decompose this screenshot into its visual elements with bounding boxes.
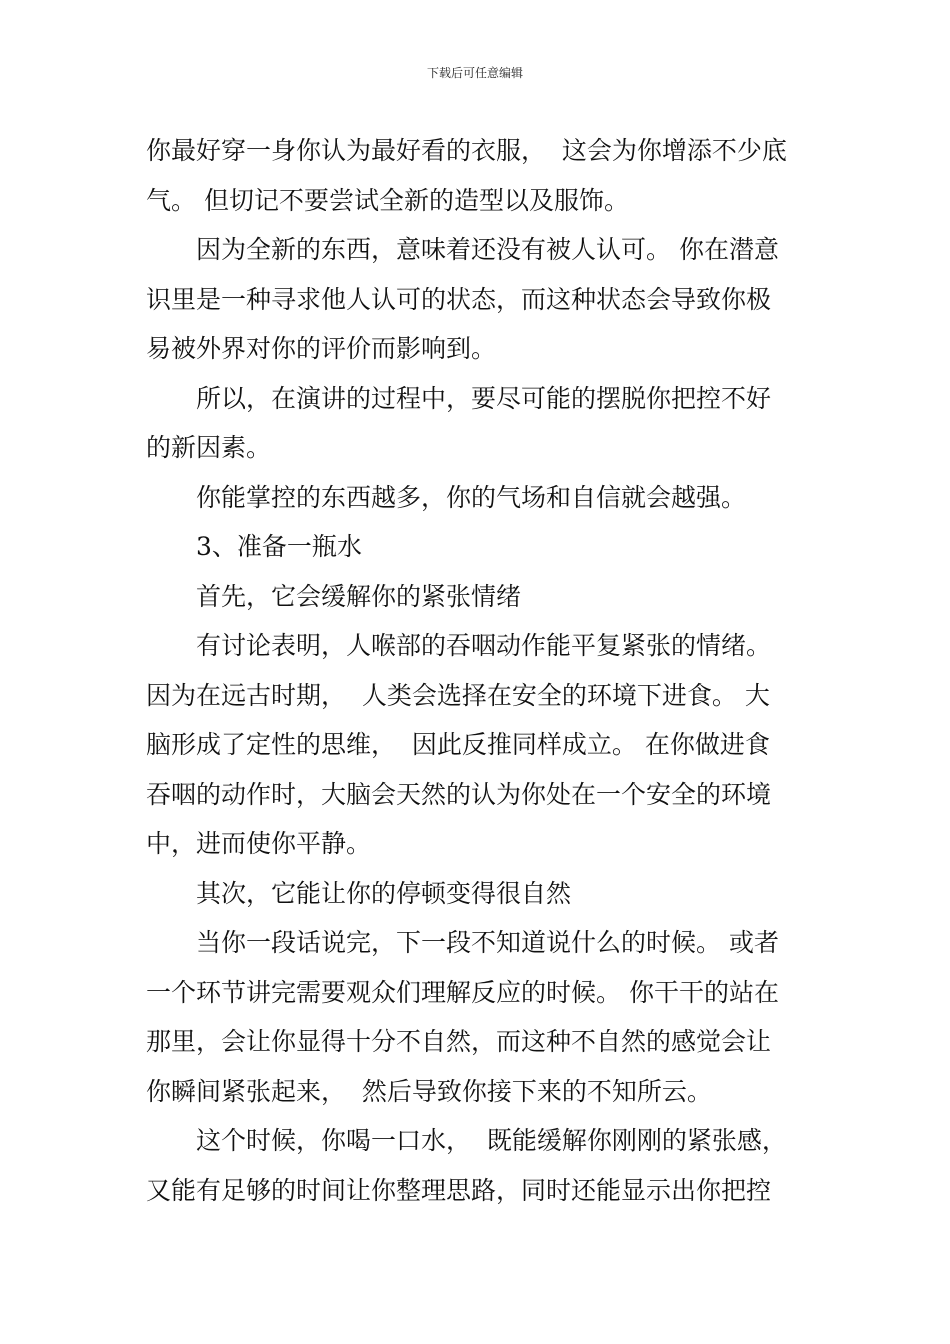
text-line: 你能掌控的东西越多，你的气场和自信就会越强。 — [196, 482, 747, 512]
document-body — [146, 126, 814, 1215]
text-line: 所以，在演讲的过程中，要尽可能的摆脱你把控不好 — [196, 383, 772, 413]
text-line: 当你一段话说完，下一段不知道说什么的时候。 或者 — [196, 928, 779, 957]
text-line: 一个环节讲完需要观众们理解反应的时候。 你干干的站在 — [146, 977, 779, 1007]
text-line: 的新因素。 — [146, 433, 272, 462]
text-line: 首先，它会缓解你的紧张情绪 — [196, 581, 522, 611]
text-line: 有讨论表明，人喉部的吞咽动作能平复紧张的情绪。 — [196, 631, 772, 660]
section-heading: 3、准备一瓶水 — [196, 532, 362, 561]
text-line: 因为在远古时期， 人类会选择在安全的环境下进食。 大 — [146, 680, 770, 710]
text-line: 其次，它能让你的停顿变得很自然 — [196, 878, 572, 908]
text-line: 中，进而使你平静。 — [146, 829, 372, 858]
text-line: 又能有足够的时间让你整理思路，同时还能显示出你把控 — [146, 1175, 772, 1205]
page-header: 下载后可任意编辑 — [426, 66, 523, 80]
text-line: 这个时候，你喝一口水， 既能缓解你刚刚的紧张感， — [196, 1126, 787, 1155]
text-line: 识里是一种寻求他人认可的状态，而这种状态会导致你极 — [146, 284, 772, 314]
text-line: 那里，会让你显得十分不自然，而这种不自然的感觉会让 — [146, 1027, 772, 1056]
text-line: 你瞬间紧张起来， 然后导致你接下来的不知所云。 — [146, 1076, 712, 1106]
text-line: 吞咽的动作时，大脑会天然的认为你处在一个安全的环境 — [146, 779, 772, 809]
text-line: 因为全新的东西，意味着还没有被人认可。 你在潜意 — [196, 235, 779, 264]
text-line: 气。 但切记不要尝试全新的造型以及服饰。 — [146, 185, 629, 215]
text-line: 脑形成了定性的思维， 因此反推同样成立。 在你做进食 — [146, 730, 770, 759]
text-line: 易被外界对你的评价而影响到。 — [146, 334, 497, 363]
text-line: 你最好穿一身你认为最好看的衣服， 这会为你增添不少底 — [146, 136, 787, 165]
